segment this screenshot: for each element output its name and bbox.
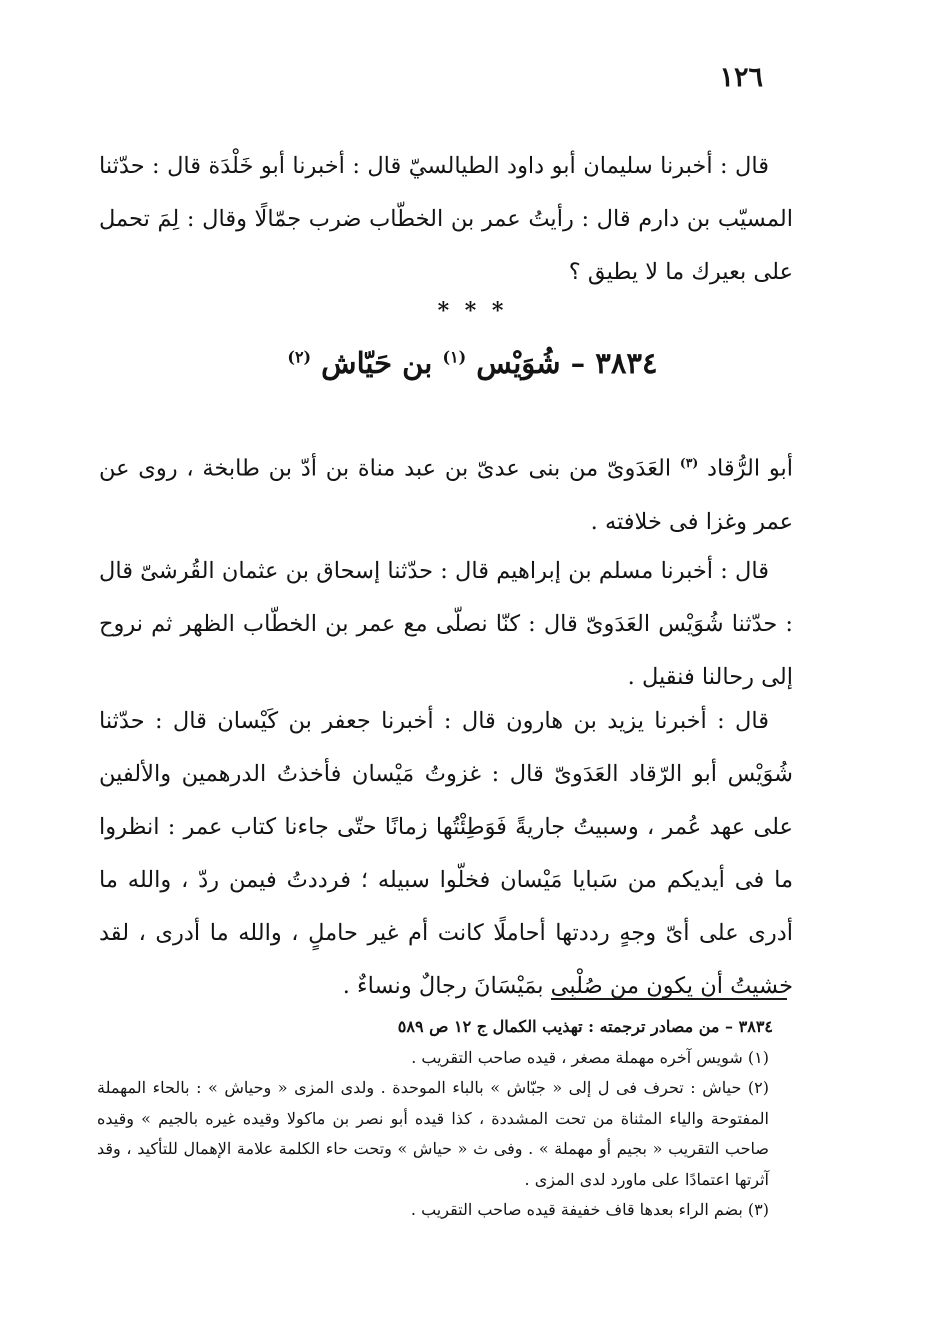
- paragraph-3: [99, 545, 793, 704]
- footnote-marker-2: (٢): [287, 347, 312, 367]
- page-number: ١٢٦: [719, 62, 763, 93]
- paragraph-3-text: قال : أخبرنا مسلم بن إبراهيم قال : حدّثنا إسحاق بن عثمان القُرشىّ قال : حدّثنا شُوَيْس العَدَوىّ قال : كنّا نصلّى مع عمر بن الخطّاب الظهر ثم نروح إلى رحالنا فنقيل .: [99, 558, 793, 690]
- paragraph-4: [99, 695, 793, 1013]
- entry-heading: [0, 346, 945, 381]
- entry-number: ٣٨٣٤: [595, 346, 658, 380]
- footnotes-block: [97, 1012, 787, 1226]
- footnote-divider: [551, 998, 787, 1000]
- paragraph-2-start: أبو الرُّقاد: [707, 455, 794, 482]
- paragraph-1-text: قال : أخبرنا سليمان أبو داود الطيالسيّ قال : أخبرنا أبو خَلْدَة قال : حدّثنا المسيّب بن دارم قال : رأيتُ عمر بن الخطّاب ضرب جمّالًا وقال : لِمَ تحمل على بعيرك ما لا يطيق ؟: [99, 153, 793, 285]
- paragraph-4-text: قال : أخبرنا يزيد بن هارون قال : أخبرنا جعفر بن كَيْسان قال : حدّثنا شُوَيْس أبو الرّقاد العَدَوىّ قال : غزوتُ مَيْسان فأخذتُ الدرهمين والألفين على عهد عُمر ، وسبيتُ جاريةً فَوَطِئْتُها زمانًا حتّى جاءنا كتاب عمر : انظروا ما فى أيديكم من سَبايا مَيْسان فخلّوا سبيله ؛ فرددتُ فيمن ردّ ، والله ما أدرى على أىّ وجهٍ رددتها أحاملًا كانت أم غير حاملٍ ، والله ما أدرى ، لقد خشيتُ أن يكون من صُلْبِى بمَيْسَانَ رجالٌ ونساءٌ .: [99, 708, 793, 999]
- footnote-3: (٣) بضم الراء بعدها قاف خفيفة قيده صاحب التقريب .: [410, 1200, 769, 1219]
- paragraph-2-rest: العَدَوىّ من بنى عدىّ بن عبد مناة بن أدّ بن طابخة ، روى عن عمر وغزا فى خلافته .: [99, 455, 793, 535]
- footnote-1: (١) شويس آخره مهملة مصغر ، قيده صاحب التقريب .: [411, 1047, 769, 1067]
- footnote-marker-3: (٣): [679, 455, 699, 470]
- paragraph-1: [99, 140, 793, 299]
- entry-name-part2: بن حَيّاش: [321, 346, 433, 380]
- entry-dash: –: [570, 346, 586, 380]
- footnote-2: (٢) حياش : تحرف فى ل إلى « جبّاش » بالباء الموحدة . ولدى المزى « وحياش » : بالحاء المهملة المفتوحة والياء المثناة من تحت المشددة ، كذا قيده أبو نصر بن ماكولا وقيده غيره بالجيم » وقيده صاحب التقريب « بجيم أو مهملة » . وفى ث « حياش » وتحت حاء الكلمة علامة الإهمال للتأكيد ، وقد آثرتها اعتمادًا على ماورد لدى المزى .: [97, 1078, 769, 1189]
- footnote-marker-1: (١): [442, 347, 467, 367]
- footnote-sources: ٣٨٣٤ – من مصادر ترجمته : تهذيب الكمال ج ١٢ ص ٥٨٩: [397, 1017, 773, 1036]
- entry-name-part1: شُوَيْس: [476, 346, 561, 380]
- section-separator: * * *: [437, 298, 508, 324]
- paragraph-2: [99, 436, 793, 549]
